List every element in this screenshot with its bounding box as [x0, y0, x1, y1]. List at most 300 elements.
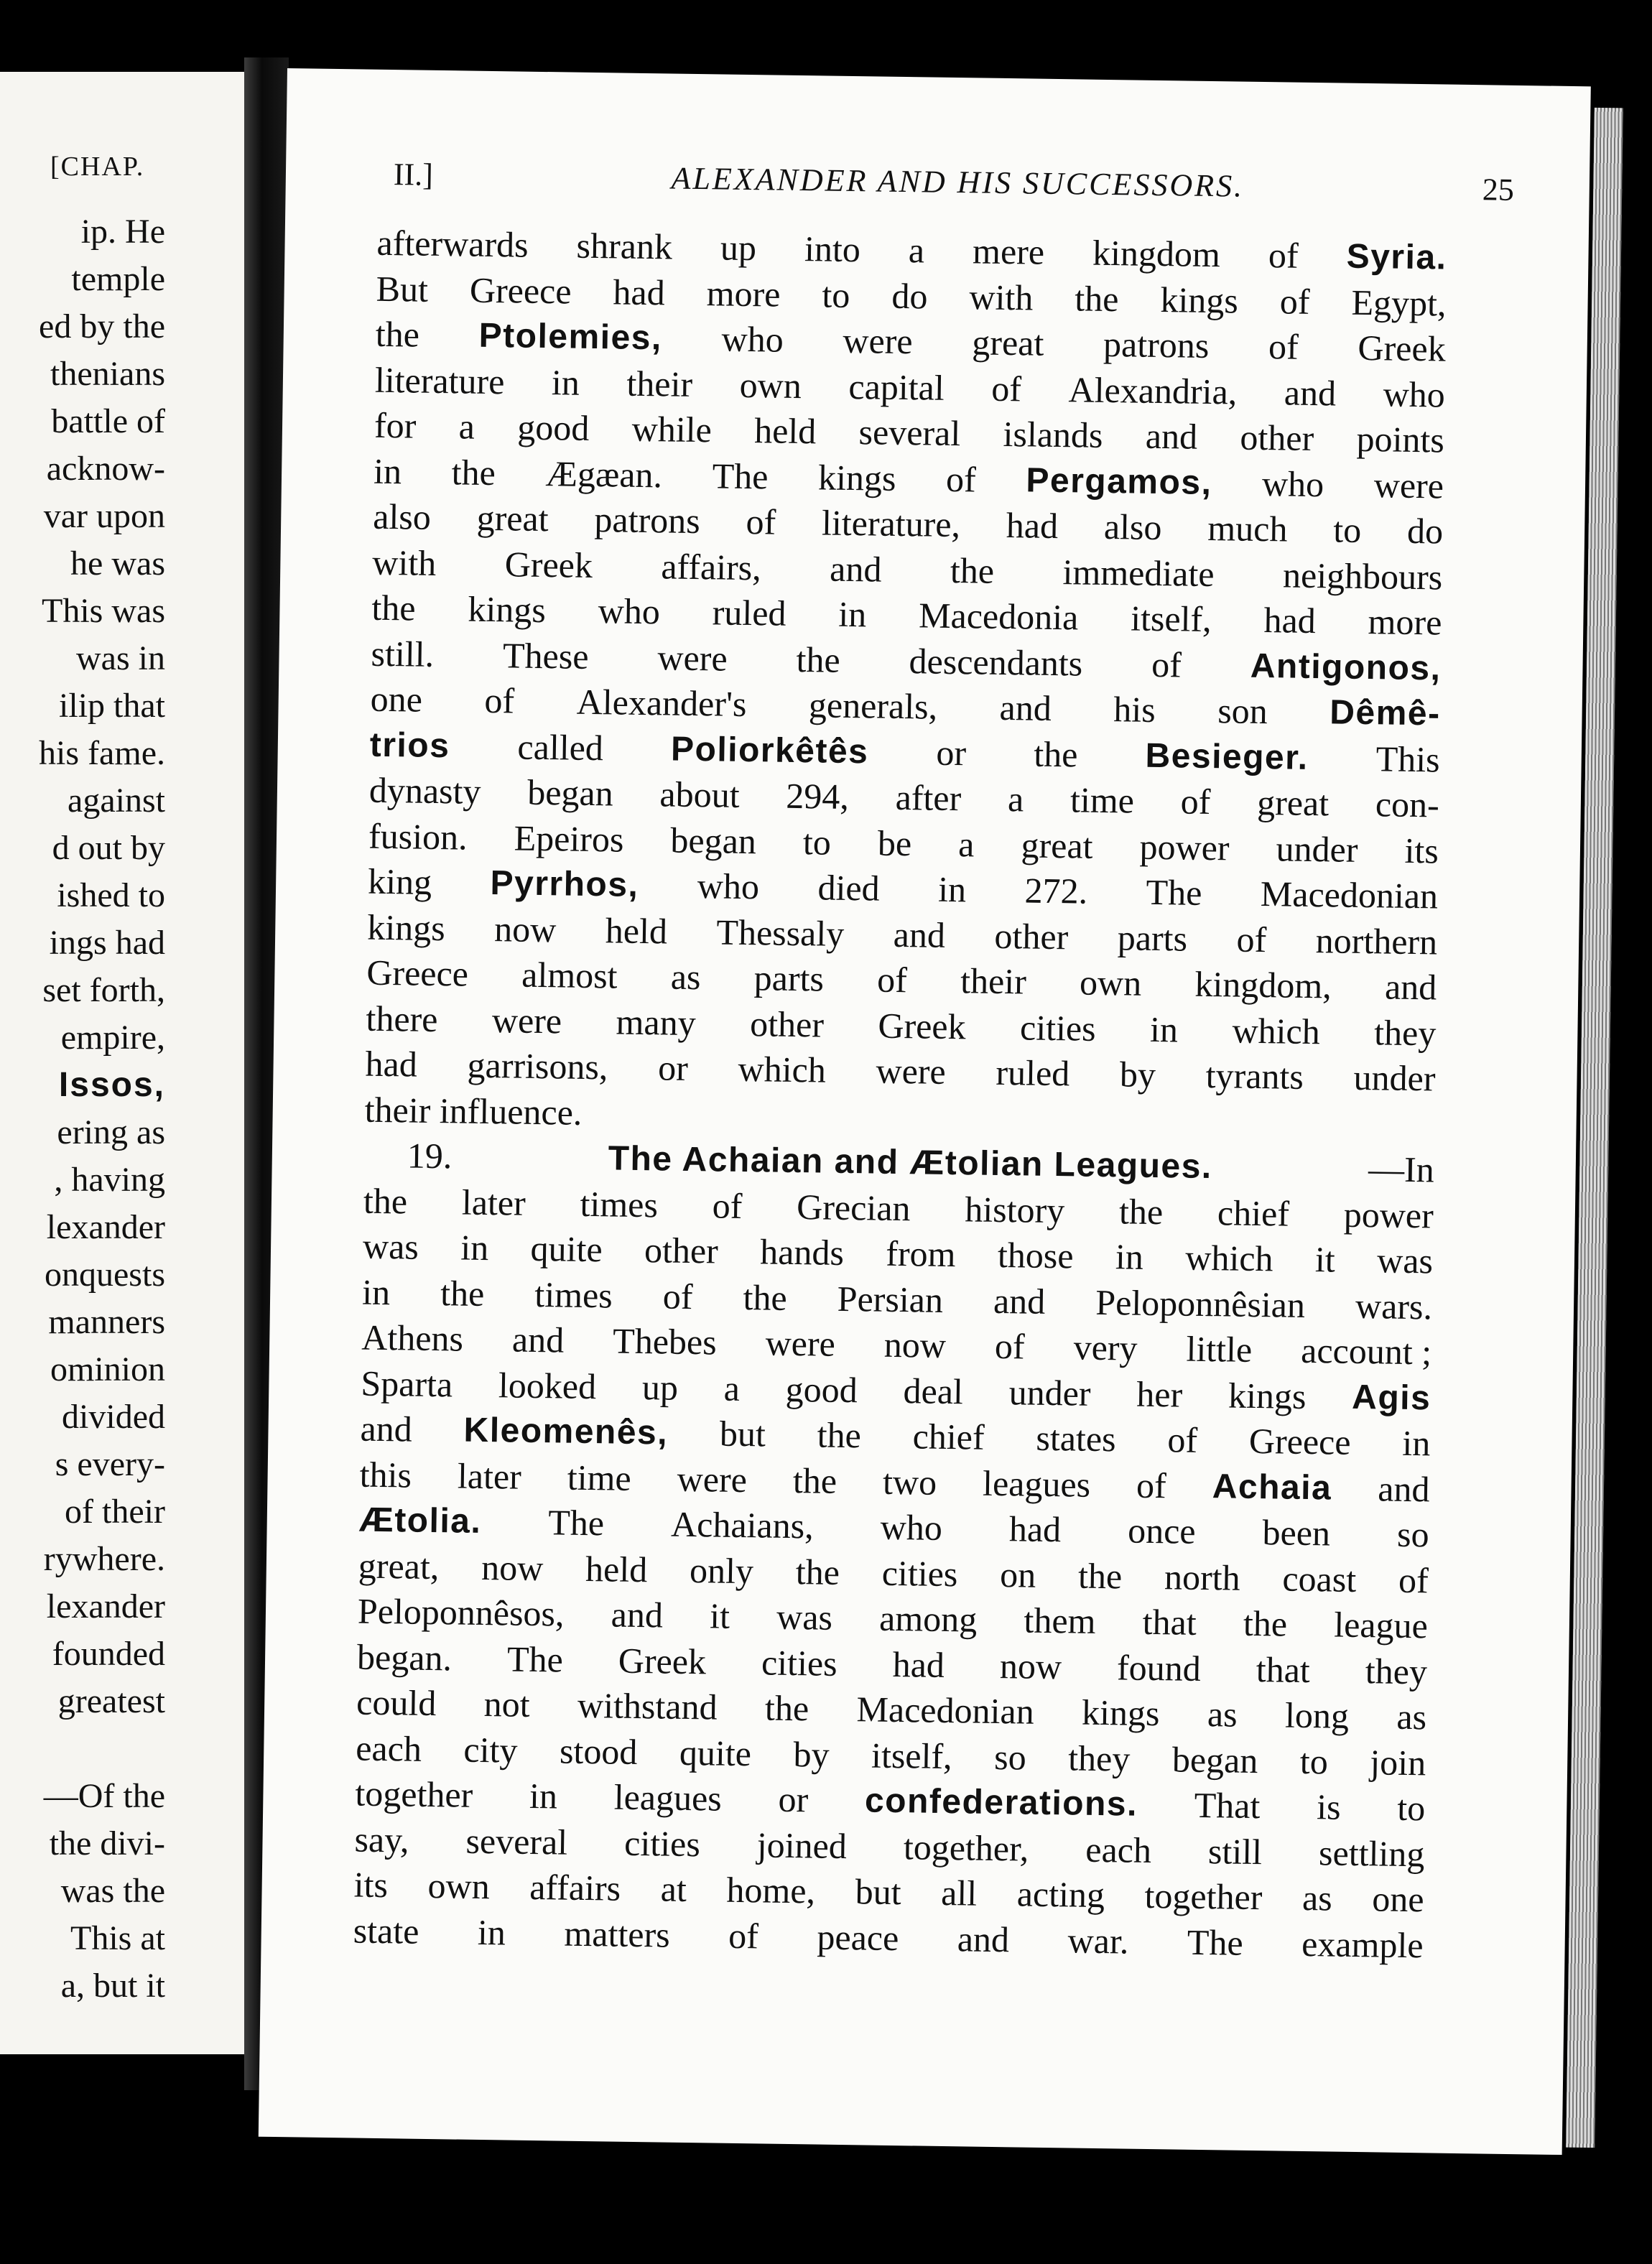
body-text	[353, 221, 1447, 1969]
word: several	[465, 1820, 568, 1862]
word: who	[721, 318, 784, 360]
word: in	[361, 1271, 391, 1312]
word: history	[964, 1188, 1065, 1230]
word: power	[1343, 1194, 1434, 1235]
word: own	[1079, 962, 1142, 1003]
word: wars.	[1355, 1285, 1433, 1327]
word: the	[792, 1460, 837, 1501]
word: the	[1033, 733, 1078, 774]
word: Egypt,	[1351, 282, 1447, 324]
word: so	[1396, 1513, 1429, 1555]
word: held	[585, 1548, 648, 1590]
left-page-line: divided	[62, 1398, 165, 1436]
word: own	[739, 364, 802, 406]
word: ruled	[996, 1052, 1070, 1094]
word: ruled	[712, 592, 786, 634]
word: and	[993, 1280, 1046, 1322]
word: north	[1164, 1556, 1240, 1598]
word: Macedonia	[918, 595, 1079, 638]
word: power	[1139, 826, 1230, 868]
word: cities	[623, 1822, 701, 1864]
left-page-line: ip. He	[80, 213, 165, 251]
left-page-line: was the	[60, 1872, 165, 1910]
word: in	[529, 1775, 558, 1817]
bold-term: Syria.	[1346, 237, 1447, 277]
word: This	[1375, 738, 1441, 779]
bold-term: Besieger.	[1145, 736, 1309, 777]
running-title: ALEXANDER AND HIS SUCCESSORS.	[671, 160, 1245, 204]
word: of	[1268, 326, 1299, 367]
word: the	[371, 587, 417, 628]
chapter-marker: II.]	[393, 157, 434, 192]
word: with	[969, 276, 1034, 318]
word: leagues	[613, 1776, 723, 1819]
word: Greece	[1248, 1420, 1351, 1462]
word: this	[359, 1454, 412, 1495]
word: kingdom,	[1194, 963, 1332, 1006]
left-page-line: ed by the	[39, 307, 165, 345]
word: very	[1073, 1327, 1138, 1368]
word: Ægæan.	[545, 453, 663, 495]
left-page-line: This was	[42, 592, 165, 630]
word: parts	[1117, 917, 1188, 959]
word: that	[1256, 1648, 1311, 1690]
word: cities	[761, 1641, 838, 1684]
left-page-line: his fame.	[39, 734, 165, 772]
word: chief	[1217, 1192, 1290, 1234]
word: good	[516, 407, 590, 448]
left-page-line	[39, 1725, 165, 1773]
word: immediate	[1062, 551, 1215, 594]
word: now	[883, 1324, 947, 1365]
word: But	[376, 268, 429, 310]
word: and	[957, 1918, 1010, 1959]
word: were	[1373, 464, 1444, 506]
word: their	[960, 960, 1027, 1002]
left-page-line: ering as	[57, 1113, 165, 1151]
word: of	[1268, 235, 1299, 276]
word: later	[457, 1455, 522, 1497]
word: now	[481, 1546, 544, 1588]
word: the	[363, 1180, 408, 1221]
word: who	[1383, 373, 1446, 415]
word: as	[1207, 1694, 1238, 1735]
word: about	[659, 774, 740, 815]
word: a	[957, 823, 975, 864]
bold-term: Agis	[1351, 1378, 1431, 1417]
word: was	[362, 1225, 419, 1267]
word: or	[657, 1047, 689, 1088]
word: under	[1008, 1371, 1091, 1414]
word: later	[461, 1182, 526, 1223]
word: other	[1240, 417, 1314, 459]
word: other	[994, 915, 1069, 957]
word: once	[1127, 1510, 1196, 1551]
word: one	[370, 678, 423, 720]
word: in	[1402, 1422, 1431, 1464]
word: had	[1008, 1508, 1062, 1550]
word: began	[670, 820, 757, 861]
word: and	[999, 687, 1052, 728]
bold-term: Poliorkêtês	[670, 730, 869, 771]
word: These	[502, 634, 589, 677]
word: be	[877, 822, 912, 863]
word: from	[885, 1233, 956, 1275]
word: of	[1151, 644, 1182, 685]
word: much	[1207, 507, 1288, 549]
word: garrisons,	[467, 1044, 608, 1087]
word: coast	[1282, 1558, 1357, 1600]
word: and	[360, 1408, 413, 1449]
word: looked	[498, 1364, 597, 1406]
word: in	[373, 450, 402, 491]
word: had	[613, 271, 666, 312]
word: generals,	[808, 685, 938, 727]
left-page-line: acknow-	[46, 450, 165, 488]
bold-term: confederations.	[864, 1781, 1138, 1824]
word: northern	[1315, 919, 1438, 962]
left-page-line: was in	[76, 639, 165, 677]
word: Greece	[366, 952, 469, 994]
word: tyrants	[1205, 1054, 1304, 1097]
word: were	[657, 636, 728, 679]
word: settling	[1318, 1832, 1425, 1874]
word: of	[945, 458, 977, 499]
left-page-line: d out by	[52, 829, 165, 867]
left-page-line: var upon	[43, 497, 165, 535]
word: more	[1368, 601, 1442, 643]
word: kings	[1160, 279, 1239, 321]
word: the	[1075, 277, 1119, 319]
word: all	[940, 1872, 978, 1913]
word: the	[743, 1276, 788, 1318]
word: Greek	[504, 543, 593, 585]
word: also	[372, 496, 432, 537]
left-page-line: lexander	[46, 1208, 165, 1246]
word: had	[892, 1643, 945, 1685]
word: fusion.	[368, 815, 468, 858]
word: was	[776, 1596, 833, 1638]
word: in	[551, 361, 580, 403]
word: and	[511, 1319, 565, 1360]
word: kings	[366, 906, 446, 948]
bold-term: Ætolia.	[358, 1500, 482, 1541]
word: patrons	[1103, 323, 1210, 366]
word: shrank	[576, 225, 673, 267]
word: and	[893, 914, 946, 955]
word: the	[796, 639, 841, 680]
word: his	[1113, 689, 1156, 730]
word: 19.	[407, 1135, 453, 1177]
word: it	[709, 1595, 730, 1636]
word: The	[1146, 871, 1202, 913]
word: chief	[912, 1416, 985, 1457]
word: of	[1398, 1559, 1429, 1600]
left-page-line: the divi-	[49, 1824, 165, 1862]
word: the	[440, 1272, 485, 1314]
word: of	[990, 368, 1022, 409]
word: of	[1136, 1465, 1167, 1506]
page-number: 25	[1482, 172, 1515, 208]
word: account ;	[1300, 1330, 1432, 1373]
word: other	[644, 1230, 719, 1271]
word: Peloponnêsian	[1095, 1281, 1306, 1325]
word: and	[1377, 1467, 1430, 1509]
word: little	[1186, 1328, 1253, 1370]
word: among	[878, 1597, 978, 1640]
word: literature	[374, 359, 505, 402]
word: time	[567, 1457, 632, 1498]
word: of	[876, 959, 908, 1001]
word: or	[778, 1778, 809, 1820]
word: a	[458, 406, 475, 447]
word: of	[1279, 280, 1310, 322]
word: under	[1353, 1057, 1436, 1099]
word: the	[1243, 1602, 1288, 1644]
word: Thebes	[612, 1320, 718, 1363]
bold-term: Achaia	[1212, 1467, 1332, 1507]
left-page-line: ished to	[57, 876, 165, 914]
word: by	[793, 1733, 830, 1775]
word: were	[876, 1050, 947, 1092]
word: the	[1077, 1555, 1123, 1596]
left-page-line: onquests	[45, 1256, 165, 1294]
left-page-line: greatest	[57, 1682, 165, 1720]
word: Grecian	[796, 1186, 911, 1228]
word: in	[460, 1227, 489, 1268]
word: of	[1167, 1419, 1198, 1460]
word: Sparta	[361, 1363, 453, 1404]
word: Greek	[878, 1005, 967, 1047]
word: great	[1256, 781, 1330, 824]
word: they	[1365, 1650, 1428, 1692]
word: a	[723, 1368, 741, 1409]
word: own	[427, 1865, 491, 1907]
word: as	[670, 956, 701, 998]
running-header	[394, 156, 1515, 208]
left-page-line: temple	[71, 260, 165, 298]
word: as	[1396, 1696, 1427, 1738]
word: Athens	[361, 1317, 464, 1359]
word: hands	[759, 1231, 845, 1273]
word: still.	[371, 633, 435, 674]
word: more	[706, 272, 781, 315]
word: found	[1116, 1646, 1202, 1689]
word: —In	[1368, 1149, 1435, 1190]
word: its	[1404, 830, 1439, 871]
left-page-line: a, but it	[60, 1967, 165, 2005]
word: matters	[564, 1913, 671, 1955]
left-page-line: set forth,	[42, 971, 165, 1009]
word: which	[1232, 1010, 1321, 1052]
word: kings	[817, 456, 896, 498]
left-page-text	[39, 208, 165, 2010]
left-page-line: rywhere.	[43, 1540, 165, 1578]
word: in	[837, 593, 867, 635]
word: each	[1085, 1829, 1152, 1870]
left-page-line: empire,	[60, 1019, 165, 1057]
word: 272.	[1024, 870, 1088, 911]
word: The	[547, 1502, 605, 1544]
word: that	[1142, 1601, 1197, 1643]
word: of	[662, 1275, 693, 1317]
word: of	[746, 501, 776, 542]
word: not	[483, 1684, 531, 1725]
word: now	[999, 1645, 1062, 1687]
word: a	[1007, 779, 1024, 820]
bold-term: The Achaian and Ætolian Leagues.	[608, 1139, 1213, 1187]
word: the	[764, 1687, 809, 1729]
left-page-line: ilip that	[59, 687, 165, 725]
word: long	[1284, 1694, 1350, 1736]
word: who	[697, 866, 760, 907]
word: say,	[354, 1819, 409, 1860]
word: Persian	[837, 1278, 944, 1320]
word: war.	[1067, 1919, 1129, 1962]
left-page-line: of their	[65, 1493, 165, 1531]
word: of	[994, 1325, 1026, 1367]
word: several	[858, 412, 961, 454]
word: and	[1284, 371, 1337, 413]
bold-term: Dêmê-	[1329, 693, 1441, 733]
word: now	[493, 908, 557, 950]
bold-term: Kleomenês,	[463, 1411, 669, 1452]
word: to	[1332, 509, 1362, 550]
word: was	[1376, 1240, 1434, 1281]
left-page-line: , having	[54, 1161, 165, 1199]
word: leagues	[982, 1462, 1091, 1505]
word: states	[1036, 1417, 1116, 1460]
word: had	[365, 1043, 418, 1085]
word: in	[937, 868, 967, 910]
word: been	[1262, 1512, 1331, 1554]
word: together	[1144, 1875, 1263, 1918]
word: league	[1333, 1604, 1429, 1646]
word: state	[353, 1910, 419, 1952]
word: up	[720, 227, 757, 269]
word: literature,	[821, 502, 961, 545]
word: The	[506, 1638, 564, 1680]
word: Greek	[618, 1640, 707, 1681]
word: or	[936, 732, 967, 773]
word: as	[1301, 1877, 1333, 1919]
word: in	[477, 1911, 506, 1952]
word: their influence.	[364, 1089, 583, 1133]
word: time	[1069, 779, 1135, 821]
word: after	[895, 776, 962, 819]
word: and	[611, 1594, 664, 1636]
left-page-line: Issos,	[58, 1066, 165, 1104]
word: neighbours	[1282, 554, 1443, 598]
word: deal	[903, 1370, 964, 1411]
word: under	[1276, 827, 1358, 870]
word: them	[1024, 1600, 1096, 1641]
word: had	[1006, 505, 1059, 547]
left-page-line: This at	[70, 1919, 165, 1957]
word: of	[728, 1915, 759, 1956]
word: affairs	[529, 1866, 621, 1908]
bold-term: Pyrrhos,	[490, 864, 639, 904]
word: held	[605, 909, 668, 951]
word: the	[451, 451, 496, 493]
word: began	[526, 771, 614, 814]
word: together	[355, 1773, 473, 1815]
word: to	[1299, 1740, 1329, 1781]
word: points	[1356, 418, 1445, 460]
left-page	[0, 72, 244, 2054]
word: other	[749, 1003, 825, 1045]
word: at	[660, 1868, 687, 1910]
word: to	[822, 274, 850, 315]
left-page-line: —Of the	[43, 1777, 165, 1815]
word: and	[1384, 966, 1437, 1008]
word: quite	[679, 1732, 752, 1773]
word: afterwards	[376, 222, 529, 265]
word: Macedonian	[1260, 873, 1439, 917]
word: Thessaly	[716, 911, 845, 954]
bold-term: Ptolemies,	[478, 316, 663, 358]
word: a	[908, 230, 925, 271]
word: which	[1184, 1237, 1273, 1279]
word: there	[366, 998, 438, 1039]
word: home,	[726, 1869, 816, 1911]
word: kings	[1081, 1692, 1160, 1734]
word: itself,	[871, 1735, 953, 1776]
word: kingdom	[1092, 232, 1221, 275]
word: Achaians,	[670, 1503, 815, 1546]
word: into	[804, 228, 861, 270]
word: in	[1149, 1008, 1179, 1049]
word: kings	[1228, 1374, 1307, 1416]
word: stood	[559, 1730, 638, 1772]
word: which	[738, 1048, 827, 1090]
word: dynasty	[368, 769, 481, 812]
left-page-line: founded	[52, 1635, 165, 1673]
word: example	[1301, 1923, 1424, 1965]
word: itself,	[1130, 598, 1212, 640]
word: one	[1371, 1878, 1424, 1920]
word: joined	[756, 1824, 848, 1866]
word: two	[882, 1461, 937, 1503]
word: up	[641, 1366, 679, 1408]
word: for	[373, 404, 417, 446]
word: city	[463, 1729, 518, 1771]
word: each	[355, 1727, 422, 1769]
word: The	[712, 455, 769, 496]
word: withstand	[577, 1684, 718, 1727]
word: still	[1207, 1830, 1263, 1872]
word: patrons	[594, 499, 701, 542]
word: parts	[753, 957, 825, 999]
word: together,	[903, 1826, 1029, 1869]
word: had	[1263, 600, 1317, 641]
word: called	[517, 726, 604, 768]
word: quite	[530, 1228, 603, 1270]
word: to	[1396, 1787, 1426, 1829]
word: so	[993, 1736, 1027, 1778]
word: began	[1171, 1738, 1258, 1781]
word: by	[1119, 1054, 1156, 1095]
word: great,	[358, 1545, 440, 1587]
left-page-line: lexander	[46, 1587, 165, 1625]
word: its	[353, 1864, 389, 1906]
word: were	[765, 1322, 836, 1364]
word: they	[1067, 1737, 1131, 1779]
bold-term: Pergamos,	[1026, 460, 1212, 502]
word: died	[817, 867, 881, 909]
left-page-line: manners	[48, 1303, 165, 1341]
word: held	[753, 410, 817, 452]
